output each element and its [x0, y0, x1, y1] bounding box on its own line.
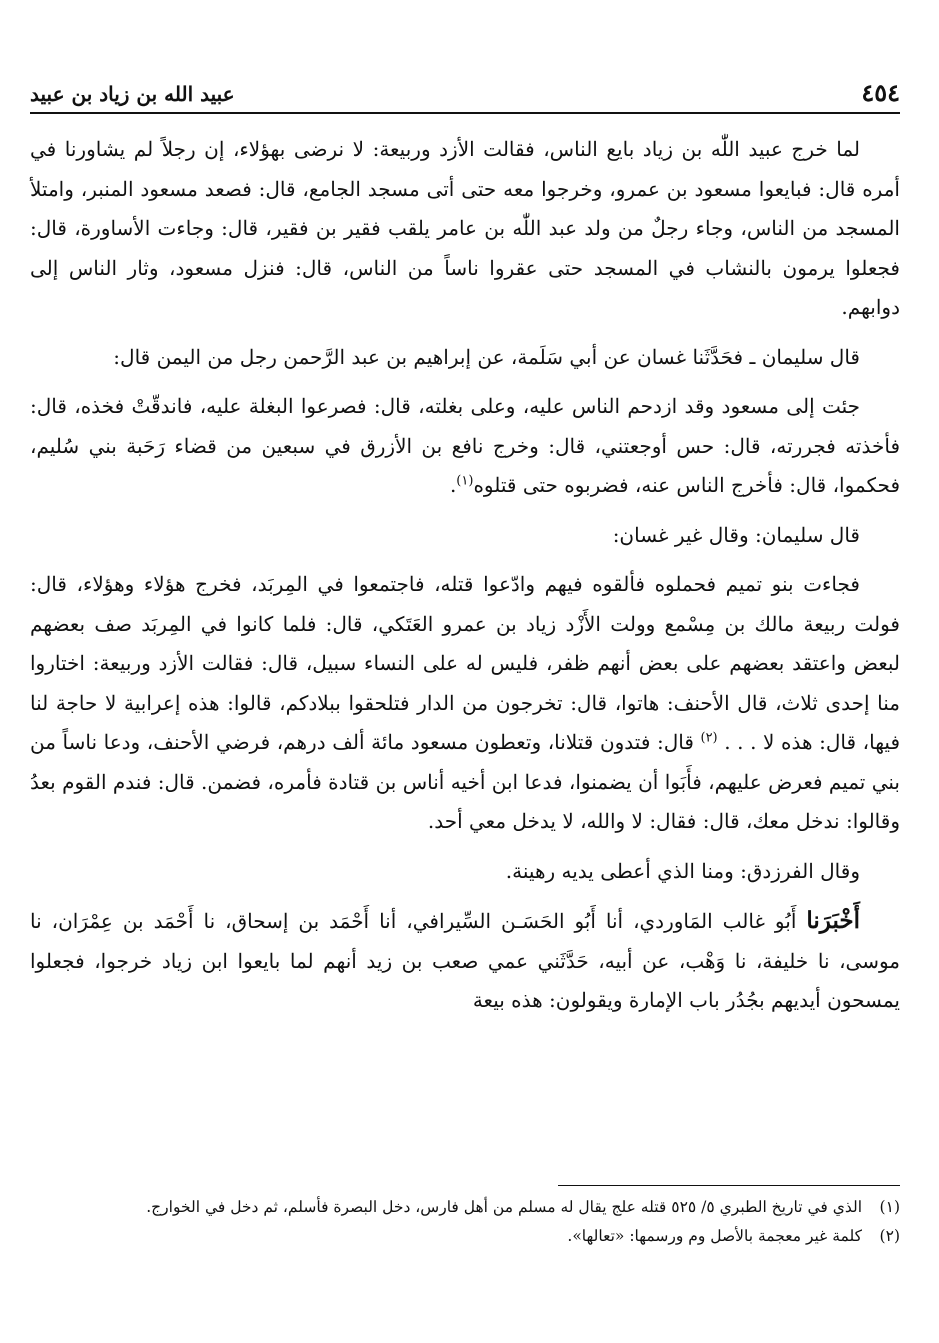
- header-rule: [30, 112, 900, 114]
- page-number: ٤٥٤: [861, 78, 900, 107]
- paragraph-3-text: جئت إلى مسعود وقد ازدحم الناس عليه، وعلى بغلته، قال: فصرعوا البغلة عليه، فاندقّتْ فخذه، قال: فأخذته فجررته، قال: حس أوجعتني، قال: وخرج نافع بن الأزرق في سبعين من قضاء رَحَبة بني سُليم، فحكموا، قال: فأخرج الناس عنه، فضربوه حتى قتلوه: [30, 394, 900, 497]
- footnote-number: (١): [879, 1198, 900, 1216]
- body-text: [30, 130, 900, 1031]
- paragraph-7: [30, 901, 900, 1021]
- paragraph-6: وقال الفرزدق: ومنا الذي أعطى يديه رهينة.: [505, 858, 860, 883]
- running-title: عبيد الله بن زياد بن عبيد: [30, 82, 235, 106]
- footnote-ref-1[interactable]: (١): [456, 473, 474, 489]
- paragraph-5-text: فجاءت بنو تميم فحملوه فألقوه فيهم وادّعوا قتله، فاجتمعوا في المِربَد، فخرج هؤلاء وهؤلاء، قال: فولت ربيعة مالك بن مِسْمع وولت الأَزْد زياد بن عمرو العَتَكي، قال: فلما كانوا في المِربَد صف بعضهم لبعض واعتقد بعضهم على بعض أنهم ظفر، فليس له على النساء سبيل، قال: فقالت الأزد وربيعة: اختاروا منا إحدى ثلاث، قال الأحنف: هاتوا، قال: تخرجون من الدار فتلحقوا ببلادكم، قالوا: هذه إعرابية لا حاجة لنا فيها، قال: هذه لا . . .: [30, 572, 901, 754]
- footnote-rule: [558, 1185, 900, 1186]
- paragraph-5: [30, 565, 900, 842]
- footnote-text: كلمة غير معجمة بالأصل وم ورسمها: «تعالها».: [567, 1227, 862, 1245]
- footnote-text: الذي في تاريخ الطبري ٥/ ٥٢٥ قتله علج يقال له مسلم من أهل فارس، دخل البصرة فأسلم، ثم دخل في الخوارج.: [146, 1198, 862, 1216]
- paragraph-5-rest: قال: فتدون قتلانا، وتعطون مسعود مائة ألف درهم، فرضي الأحنف، ودعا ناساً من بني تميم فعرض عليهم، فأَبَوا أن يضمنوا، فدعا ابن أخيه أناس بن قتادة فأمره، فضمن. قال: فندم القوم بعدُ وقالوا: ندخل معك، قال: فقال: لا والله، لا يدخل معي أحد.: [30, 730, 900, 833]
- paragraph-1: لما خرج عبيد اللّٰه بن زياد بايع الناس، فقالت الأزد وربيعة: لا نرضى بهؤلاء، إن رجلاً لم يشاورنا في أمره قال: فبايعوا مسعود بن عمرو، وخرجوا معه حتى أتى مسجد الجامع، قال: فصعد مسعود المنبر، وامتلأ المسجد من الناس، وجاء رجلٌ من ولد عبد اللّٰه بن عامر يلقب فقير بن فقير، قال: وجاءت الأساورة، قال: فجعلوا يرمون بالنشاب في المسجد حتى عقروا ناساً من الناس، قال: فنزل مسعود، وثار الناس إلى دوابهم.: [30, 137, 900, 319]
- page-header: [30, 68, 900, 108]
- paragraph-4: قال سليمان: وقال غير غسان:: [612, 522, 860, 547]
- footnote-1: [30, 1193, 900, 1222]
- paragraph-7-text: أَبُو غالب المَاوردي، أنا أَبُو الحَسَـن السِّيرافي، أنا أَحْمَد بن إسحاق، نا أَحْمَد بن عِمْرَان، نا موسى، نا خليفة، نا وَهْب، عن أبيه، حَدَّثَني عمي صعب بن زيد أنهم لما بايعوا ابن زياد خرجوا، فجعلوا يمسحون أيديهم بجُدُر باب الإمارة ويقولون: هذه بيعة: [30, 909, 900, 1012]
- paragraph-3: [30, 387, 900, 506]
- paragraph-7-lead: أَخْبَرَنا: [806, 907, 860, 934]
- paragraph-2: قال سليمان ـ فحَدَّثَنا غسان عن أبي سَلَمة، عن إبراهيم بن عبد الرَّحمن رجل من اليمن قال:: [113, 344, 860, 369]
- footnote-number: (٢): [879, 1227, 900, 1245]
- footnotes: [30, 1193, 900, 1251]
- footnote-2: [30, 1222, 900, 1251]
- footnote-ref-2[interactable]: (٢): [700, 730, 718, 746]
- paragraph-3-end: .: [449, 473, 457, 497]
